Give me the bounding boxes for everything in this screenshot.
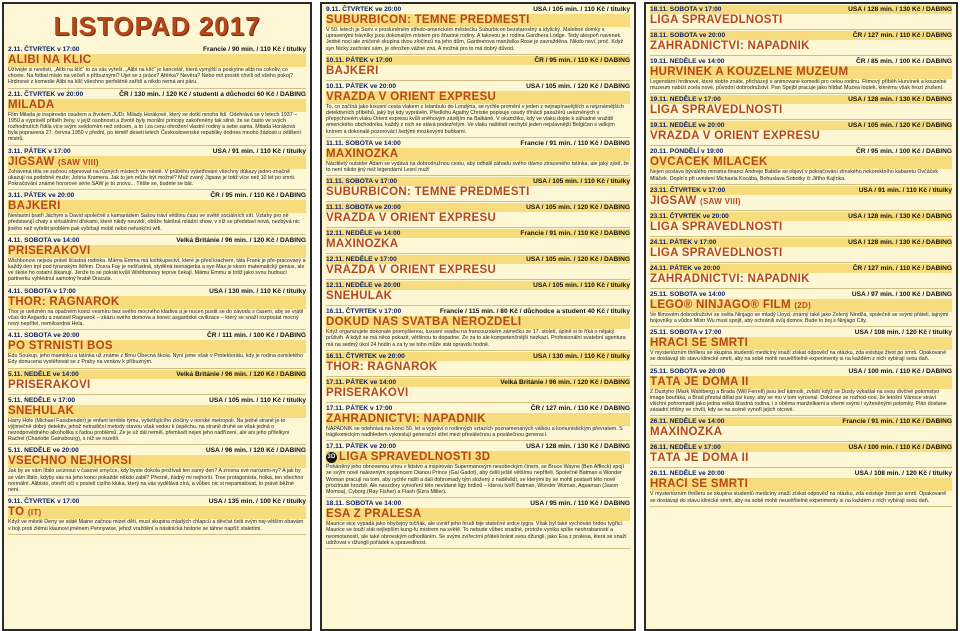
event-description: Film Milada je inspirován osudem a životem JUDr. Milady Horákové, který se dotkl mnoha lidí. Odehrává se v letech 1937 – 1950 a vyprávěl příběh ženy, v jejíž osobnosti a životě byly morální principy zakořeněny tak silně, že se často ve svých rozhodnutích řídila více svým svědomím než srdcem, a to i za cenu ohrožení vlastní rodiny a sebe sama. Milada Horáková byla popravena 27. června 1950 v přední, po téměř deseti letech Československé republiky dodnes mnoho žádosti u odlišení mistrů.: [8, 111, 301, 143]
event-date: 17.11. PÁTEK ve 20:00: [326, 443, 397, 451]
event-description: V mysteriózním thrilleru se skupina studentů medicíny snaží získat odpověď na otázku, zda existuje život po smrti. Opakovaně se dostávají do stavu klinické smrti, aby na sobě mohli neuvěřitelně experimenty si na každém z nich vybírají svou daň.: [650, 491, 947, 504]
event-meta: [326, 82, 630, 91]
event-info: USA / 108 min. / 120 Kč / titulky: [854, 470, 952, 478]
event-info: ČR / 111 min. / 100 Kč / DABING: [207, 332, 306, 340]
event-meta: [650, 238, 952, 247]
event-block: [326, 403, 630, 441]
event-title-suffix: (2D): [794, 300, 812, 310]
event-meta: [650, 5, 952, 14]
event-meta: [650, 212, 952, 221]
event-date: 18.11. SOBOTA ve 14:00: [326, 500, 402, 508]
event-date: 19.11. NEDĚLE ve 20:00: [650, 122, 725, 130]
event-title: [650, 273, 952, 286]
event-meta: [8, 236, 306, 245]
event-title-text: ALIBI NA KLÍČ: [8, 54, 92, 66]
event-title: [650, 156, 952, 169]
event-info: USA / 105 min. / 120 Kč / DABING: [848, 122, 952, 130]
event-block: [8, 395, 306, 446]
event-date: 5.11. NEDĚLE ve 20:00: [8, 447, 79, 455]
event-meta: [650, 264, 952, 273]
event-block: [326, 202, 630, 228]
event-title: [326, 91, 630, 104]
event-block: [8, 89, 306, 146]
event-title: [8, 54, 306, 67]
event-title-text: VRAŽDA V ORIENT EXPRESU: [326, 90, 497, 103]
event-info: USA / 105 min. / 120 Kč / DABING: [526, 204, 630, 212]
event-date: 3.11. PÁTEK v 17:00: [8, 147, 71, 155]
event-title-text: OVČÁČEK MILÁČEK: [650, 156, 768, 169]
event-title: [650, 130, 952, 143]
event-block: [650, 211, 952, 237]
event-description: V mysteriózním thrilleru se skupina studentů medicíny snaží získat odpověď na otázku, zda existuje život po smrti. Opakovaně se dostávají do stavu klinické smrti, aby na sobě mohli neuvěřitelně experimenty si na každém z nich vybírají svou daň.: [650, 350, 947, 363]
event-description: Když ve městě Derry ve státě Maine začnou mizet děti, musí skupina mladých chlapců a děvčat čelit svým nej-větším obavám v boji proti zlému klaunovi jménem Pennywise, jehož vraždění a násilnická historie se táhne napříč staletími.: [8, 519, 304, 532]
event-info: USA / 130 min. / 110 Kč / titulky: [533, 352, 630, 360]
event-description: Nevlastní bratři Jáchym a David společně s kamarádem Sašou tráví většinu času ve světě sociálních sítí. Vztahy pro ně představují chaty s virtuálními dívkami, které nikdy neuvidí, obtíže falešná mládní show, v níž se představí nová, nezbývá nic jiného než vyřešit problém pak vybíhají mobil nebo nefunkční wifi.: [8, 213, 300, 232]
event-info: Francie / 115 min. / 80 Kč / důchodce a student 40 Kč / titulky: [439, 308, 630, 316]
event-meta: [650, 290, 952, 299]
event-list: [326, 4, 630, 549]
event-title-text: DOKUD NÁS SVATBA NEROZDĚLÍ: [326, 316, 522, 329]
event-list: [650, 4, 952, 507]
event-title-text: THOR: RAGNAROK: [8, 295, 120, 308]
event-info: USA / 105 min. / 110 Kč / titulky: [209, 396, 306, 404]
event-date: 9.11. ČTVRTEK ve 20:00: [326, 6, 402, 13]
event-meta: [326, 499, 630, 508]
event-title-text: PŘÍŠERÁKOVI: [326, 386, 409, 399]
event-block: [650, 94, 952, 120]
event-title-suffix: (SAW VIII): [700, 196, 741, 206]
event-title-text: SNĚHULÁK: [8, 404, 75, 417]
event-title-text: PŘÍŠERÁKOVI: [8, 244, 91, 257]
event-title-text: MAXINOŽKA: [650, 426, 723, 439]
event-title: [8, 405, 306, 418]
event-meta: [326, 203, 630, 212]
event-title: [326, 212, 630, 225]
event-block: [650, 30, 952, 56]
event-meta: [326, 378, 630, 387]
event-date: 12.11. NEDĚLE ve 14:00: [326, 230, 401, 238]
event-title-text: BAJKEŘI: [8, 200, 61, 213]
event-title-text: ZAHRADNICTVÍ: NÁPADNÍK: [650, 40, 810, 52]
event-block: [650, 4, 952, 30]
event-title: [650, 478, 952, 491]
event-title: [650, 452, 952, 465]
event-title-text: LEGO® NINJAGO® FILM: [650, 298, 791, 311]
event-meta: [8, 370, 306, 379]
event-info: USA / 97 min. / 100 Kč / DABING: [851, 290, 952, 298]
event-info: ČR / 85 min. / 100 Kč / DABING: [855, 58, 952, 65]
event-title-text: PŘÍŠERÁKOVI: [8, 378, 91, 391]
event-block: [8, 330, 306, 368]
event-meta: [650, 95, 952, 104]
event-meta: [8, 331, 306, 340]
event-title: [326, 264, 630, 277]
event-block: [650, 366, 952, 417]
event-info: Francie / 91 min. / 110 Kč / DABING: [520, 230, 630, 238]
event-title-text: VRAŽDA V ORIENT EXPRESU: [650, 130, 821, 143]
event-title: [650, 337, 952, 350]
event-title-text: LIGA SPRAVEDLNOSTI: [650, 14, 783, 26]
event-block: [650, 185, 952, 211]
event-date: 26.11. NEDĚLE ve 20:00: [650, 470, 725, 478]
event-date: 17.11. PÁTEK ve 14:00: [326, 378, 397, 386]
event-block: [650, 468, 952, 506]
event-description: NÁPADNÍK se odehrává na konci 50. let a vypráví o rodinných vztazích poznamenaných válkou a komunistickým převratem. S tragikomickým nadhledem vykreslují generační střet mezi převálečnou a poválečnou generací.: [326, 425, 623, 439]
event-info: USA / 128 min. / 130 Kč / DABING: [848, 96, 952, 104]
event-date: 18.11. SOBOTA v 17:00: [650, 6, 722, 13]
event-block: [650, 289, 952, 327]
month-title: LISTOPAD 2017: [53, 11, 261, 41]
event-title-text: ZAHRADNICTVÍ: NÁPADNÍK: [650, 272, 810, 285]
event-date: 25.11. SOBOTA ve 20:00: [650, 367, 726, 375]
event-title: [8, 506, 306, 519]
event-meta: [650, 31, 952, 40]
event-meta: [326, 255, 630, 264]
event-block: [8, 496, 306, 534]
event-date: 23.11. ČTVRTEK ve 20:00: [650, 212, 729, 220]
event-info: Velká Británie / 96 min. / 120 Kč / DABING: [500, 378, 630, 386]
event-description: Jak by se vám líbilo uvíznout v časové smyčce, kdy byste dokola prožívali ten samý den? A zrovna své narozeni-ny? A jak by se vám líbilo, kdyby vás na jeho konci pokaždé někdo zabil? Přesně, žádný mi nejhorší. Tree protagonista, holka, ten všechno normální. Alibisto, otevřít oči v postelí cizího kluka, který na vás vydělává zírá, a vůbec nic si nepamatovat, to právě běžné není.: [8, 468, 304, 494]
event-info: USA / 135 min. / 100 Kč / titulky: [208, 498, 306, 506]
event-title: [650, 299, 952, 312]
event-meta: [326, 281, 630, 290]
event-description: Poháněný jeho obnovenou vírou v lidstvo a inspirován Supermanovým nesobeckým činem, se Bruce Wayne (Ben Affleck) spojí se svým nově nalezeným spojencem Dianou Prince (Gal Gadot), aby čelili ještě většímu nepříteli. Společně Batman a Wonder Woman pracují na tom, aby rychle našli a dali dohromady tým složený z naděvlidí, se kterými by se mohli postavit této nově procitnuté hrozbě. Ale navzdory vytvoření této nevídané ligy hrdinů – kterou tvoří Batman, Wonder Woman, Aquaman (Jason Momoa), Cyborg (Ray Fisher) a Flash (Ezra Miller).: [326, 464, 624, 496]
event-description: Thor je uvězněn na opačném konci vesmíru bez svého mocného kladiva a je nucen pustit se do závodu s časem, aby se vrátil včas do Asgardu a zastavil Ragnarok – zkázu svého domova a konec asgardské civilizace – který se snaží rozpoutat mocný nový nepřítel, nemilosrdná Hela.: [8, 308, 304, 328]
event-title: [650, 376, 952, 389]
event-meta: [650, 121, 952, 130]
event-meta: [8, 147, 306, 156]
event-title: [326, 413, 630, 426]
event-info: USA / 105 min. / 120 Kč / DABING: [526, 256, 630, 264]
event-title-text: VRAŽDA V ORIENT EXPRESU: [326, 212, 497, 225]
event-info: USA / 100 min. / 110 Kč / DABING: [848, 444, 952, 452]
event-title-text: SNĚHULÁK: [326, 290, 393, 303]
event-meta: [8, 396, 306, 405]
event-title: [8, 455, 306, 468]
event-title-suffix: (IT): [27, 508, 42, 518]
event-meta: [8, 45, 306, 54]
event-title-text: LIGA SPRAVEDLNOSTI: [650, 246, 783, 259]
program-column-3: [644, 2, 958, 631]
event-meta: [326, 352, 630, 361]
event-description: Nácitiletý outsider Adam se vydává na dobrodružnou cestu, aby odhalil záhadu svého dávno ztraceného tatínka, ale jaký zjistí, že to není nikdo jiný než legendární Lesní muž!: [326, 160, 629, 174]
program-column-2: [320, 2, 636, 631]
event-block: [650, 56, 952, 94]
event-block: [326, 138, 630, 176]
event-title-text: SUBURBICON: TEMNÉ PŘEDMĚSTÍ: [326, 14, 530, 26]
event-title: [8, 379, 306, 392]
event-list: [8, 44, 306, 535]
event-block: [326, 81, 630, 138]
event-date: 25.11. SOBOTA v 17:00: [650, 329, 722, 337]
event-date: 12.11. NEDĚLE v 17:00: [326, 256, 397, 264]
event-title-text: TÁTA JE DOMA II: [650, 375, 749, 388]
event-block: [8, 445, 306, 496]
event-block: [326, 441, 630, 498]
event-description: To, co začíná jako luxusní cesta vlakem z Istanbulu do Londýna, se rychle promění v jeden z nejnapínavějších a nejznámějších detektivních příběhů, jaký byl kdy vyprávěn. Předlohu Agathy Christie popisuje osudy třinácti pasažérů uvězněných v přepychovém vlaku Orient expresu kvůli sněhovým závějím na Balkáně. V okamžiku, kdy ve vlaku dojde k záhadné vraždě amerického obchodníka, každý z nich se stává podezřelým. Ve vlaku naštěstí nechybí jeden nejslavnější Belgičan s velkým knírem a dokonalé pozorovácí šedými mozkovými buňkami.: [326, 103, 624, 135]
event-info: ČR / 127 min. / 110 Kč / DABING: [530, 404, 630, 412]
event-date: 18.11. SOBOTA ve 20:00: [650, 32, 726, 39]
event-info: Velká Británie / 96 min. / 120 Kč / DABING: [176, 236, 306, 244]
event-info: ČR / 127 min. / 110 Kč / DABING: [852, 264, 952, 272]
event-info: USA / 128 min. / 130 Kč / DABING: [526, 443, 630, 451]
event-date: 4.11. SOBOTA ve 20:00: [8, 332, 80, 340]
event-info: USA / 91 min. / 110 Kč / titulky: [212, 147, 306, 155]
event-block: [8, 286, 306, 331]
event-title: [8, 99, 306, 112]
event-info: USA / 100 min. / 110 Kč / DABING: [848, 367, 952, 375]
event-meta: [8, 287, 306, 296]
event-info: USA / 91 min. / 110 Kč / titulky: [858, 186, 952, 194]
event-block: [8, 44, 306, 89]
event-title-text: ESA Z PRALESA: [326, 508, 422, 521]
event-block: [326, 254, 630, 280]
event-date: 5.11. NEDĚLE v 17:00: [8, 396, 76, 404]
event-date: 4.11. SOBOTA v 17:00: [8, 287, 76, 295]
event-block: [650, 327, 952, 365]
event-block: [326, 176, 630, 202]
event-title-text: JIGSAW: [8, 155, 55, 168]
event-info: USA / 130 min. / 110 Kč / titulky: [209, 287, 306, 295]
event-date: 9.11. ČTVRTEK v 17:00: [8, 498, 80, 506]
event-date: 5.11. NEDĚLE ve 14:00: [8, 370, 79, 378]
event-date: 20.11. PONDĚLÍ v 19:00: [650, 148, 724, 156]
event-block: [650, 237, 952, 263]
event-date: 19.11. NEDĚLE v 17:00: [650, 96, 721, 104]
event-date: 17.11. PÁTEK v 17:00: [326, 404, 393, 412]
event-description: Z Dustyho (Mark Wahlberg) a Brada (Will Ferrell) jsou teď kámoši, zvlášť když se Dusty vykašlal na svou dívčivé potomstvo image bouřáka, a Brad přestal dělat psí kusy, aby se mu v tom vyrovnal. Dokonce se rozhod-nou, že letošní Vánoce stráví všichni pohromadě jako jedna velká šťastná rodina, i s oběma manželkami a všemi svými i vyženěnými potomky. Plán dostane zásadní trhliny ve chvíli, kdy se na scéně vynoří jejich otcové.: [650, 388, 947, 414]
event-info: USA / 96 min. / 120 Kč / DABING: [205, 447, 306, 455]
event-block: [8, 146, 306, 191]
event-title-text: SUBURBICON: TEMNÉ PŘEDMĚSTÍ: [326, 186, 530, 199]
event-title: [650, 14, 952, 27]
event-title: [326, 148, 630, 161]
event-title: [326, 316, 630, 329]
event-info: USA / 128 min. / 130 Kč / DABING: [848, 238, 952, 246]
event-date: 24.11. PÁTEK ve 20:00: [650, 264, 721, 272]
event-info: Francie / 90 min. / 110 Kč / titulky: [203, 46, 306, 53]
event-description: V 50. letech je Suriv v prosluněném středo-americkém městečku Suburbicon bezstarostný a idylický. Malebné domky s upravenými trávníky jsou dokonalým místem pro šťastné rodiny. A takovou je i rodina Gardnera Lodge. Tedy alespoň navenek. Jedné noci ale zničeně skupina dvou zločinců na jeho dům, Gardnerova manželka Rose je zavražděna. Nikdo neví, proč. Když syn Nicky zachrání sám, je ohrožen vážné zná. A možná pro to má dobrý důvod.: [326, 27, 624, 52]
event-meta: [8, 497, 306, 506]
event-title-text: THOR: RAGNAROK: [326, 360, 438, 373]
event-title-text: TO: [8, 506, 25, 519]
event-meta: [326, 139, 630, 148]
event-meta: [326, 442, 630, 451]
event-title: [8, 156, 306, 169]
event-info: USA / 105 min. / 110 Kč / titulky: [533, 282, 630, 290]
event-title-text: HURVÍNEK A KOUZELNÉ MUZEUM: [650, 66, 849, 78]
event-title-text: PO STRNIŠTI BOS: [8, 340, 113, 353]
event-description: Edu Soukup, jeho maminku a tatínka už známe z filmu Obecná škola. Nyní jsme však v Protektorátu, kdy je rodina osmiletého Edy donucena vystěhovat se z Prahy na venkov k příbuzným.: [8, 353, 304, 366]
event-title: [650, 221, 952, 234]
event-info: USA / 95 min. / 110 Kč / DABING: [530, 500, 630, 508]
event-description: Užívejte si nevěstí, „Alibi na klíč“ to za vás vyřeší. „Alibi na klíč“ je kancelář, která vymýšlí a poskytne alibi na cokoliv, co chcete. Na fotbal místo na večeři s příbuznými? Ujet se z práce? Aférka? Nevěra? Nebo mít prostě chvíli od všeho pokoj? Hrdinové z komedie Alibi na klíč všechno perfektně zařídí a nikdo nemá ani páru.: [8, 67, 293, 86]
event-meta: [650, 186, 952, 195]
event-date: 24.11. PÁTEK v 17:00: [650, 238, 717, 246]
event-block: [326, 377, 630, 403]
event-block: [326, 280, 630, 306]
event-title-text: VRAŽDA V ORIENT EXPRESU: [326, 264, 497, 277]
event-date: 10.11. PÁTEK v 17:00: [326, 56, 393, 64]
event-block: [650, 263, 952, 289]
event-date: 19.11. NEDĚLE ve 14:00: [650, 58, 725, 65]
event-info: ČR / 95 min. / 110 Kč / DABING: [534, 56, 630, 64]
event-date: 10.11. PÁTEK ve 20:00: [326, 82, 397, 90]
event-meta: [326, 177, 630, 186]
event-title-text: HRÁČI SE SMRTÍ: [650, 337, 749, 350]
event-block: [8, 235, 306, 286]
format-3d-badge: 3D: [326, 452, 337, 463]
event-title: [8, 245, 306, 258]
event-block: [8, 369, 306, 395]
event-title: [326, 186, 630, 199]
event-info: USA / 105 min. / 120 Kč / DABING: [526, 82, 630, 90]
event-date: 11.11. SOBOTA ve 14:00: [326, 139, 401, 147]
event-date: 16.11. ČTVRTEK ve 20:00: [326, 352, 405, 360]
event-meta: [326, 404, 630, 413]
event-info: USA / 128 min. / 130 Kč / DABING: [848, 6, 952, 13]
event-description: Harry Hole (Michael Fassbender) je enfant terrible týmu, vyšetřujícího zločiny v norské metropoli. Na jedné straně je to výjimečně dobrý detektiv, jehož netradiční metody stavou však vedou k úspěchu, na straně druhé se však jedná o nezodpovědného alkoholika s řadou problémů. Ze je už dál neměl, přemluvit nejen jeho nadřízení, ale ani jeho přítelkyni Rachel (Charlotte Gainsbourg), s níž se rozešli.: [8, 417, 290, 443]
event-title-text: HRÁČI SE SMRTÍ: [650, 478, 749, 491]
event-meta: [326, 5, 630, 14]
event-block: [650, 120, 952, 146]
program-column-1: [2, 2, 312, 631]
event-title-text: LIGA SPRAVEDLNOSTI 3D: [339, 451, 491, 464]
event-description: Wishbonovi nejsou právě šťastná rodinka. Máma Emma má knihkupectví, které je před krachem, táta Frank je pře-pracovaný a každý den trpí pod tyranským šéfem. Dcera Fay je nešťastná, styděná teenagerka a syn Max je skoro matematický genius, ale ve škole ho ostatní šikanují. Jenže to se pokrát kvůli Wishbonovy teprve čekají. Mámu Emmu si totiž jako svou budoucí partnerku vyhlédnul samotný hrabě Dracula.: [8, 257, 306, 283]
event-info: Velká Británie / 96 min. / 120 Kč / DABING: [176, 370, 306, 378]
event-title: [650, 195, 952, 208]
event-date: 26.11. NEDĚLE ve 14:00: [650, 418, 725, 426]
event-meta: [326, 229, 630, 238]
event-date: 16.11. ČTVRTEK v 17:00: [326, 308, 402, 316]
event-date: 23.11. ČTVRTEK v 17:00: [650, 186, 726, 194]
event-date: 3.11. PÁTEK ve 20:00: [8, 192, 75, 200]
event-description: Nejen postava bývalého ministra financí Andreje Babiše se objeví v pokračování zlínského nekorektního kabaretu Ovčáček Mláček. Dopln's při uvedení Michaela Kocába, Bohuslava Sobotky či Jiřího Kajínka.: [650, 169, 938, 182]
event-title-text: MAXINOŽKA: [326, 238, 399, 251]
event-title-text: MAXINOŽKA: [326, 147, 399, 160]
event-title: [326, 361, 630, 374]
event-title: [8, 340, 306, 353]
event-description: Ve filmovém dobrodružství se světa Ninjago se mladý Lloyd, známý také jako Zelený Nindža, společně se svými přáteli, tajnými bojovníky a vůdce Mistr Wu musí spojit, aby ochránili svůj domov. Bude to boj s Ninjago City.: [650, 311, 949, 325]
event-title: [650, 104, 952, 117]
event-block: [650, 416, 952, 442]
event-title-text: BAJKEŘI: [326, 64, 379, 77]
event-info: Francie / 91 min. / 110 Kč / DABING: [842, 418, 952, 426]
event-block: [326, 306, 630, 351]
event-title-text: ZAHRADNICTVÍ: NÁPADNÍK: [326, 412, 486, 425]
event-block: [326, 351, 630, 377]
event-info: USA / 128 min. / 130 Kč / DABING: [848, 212, 952, 220]
event-meta: [650, 328, 952, 337]
event-meta: [650, 147, 952, 156]
event-title: [650, 247, 952, 260]
event-block: [650, 146, 952, 184]
event-date: 12.11. NEDĚLE ve 20:00: [326, 282, 401, 290]
event-description: Maurice sice vypadá jako obyčejný tučňák, ale uvnitř jeho hrudi bije statečné srdce tygra. Však byl také vychován hrdou tygřicí. Maurice se touží stát nejlepším kung-fu mistrem na světě. To nebude vůbec snadné, protože vynika spíše neohrabaností a neomotaností, ale také obrovským odhodláním. Se svými zvířecími přáteli bránit svou džungli, jako Esa z pralesa, která se snaží udržovat v džungli pořádek a spravedlnost.: [326, 521, 627, 546]
event-date: 2.11. ČTVRTEK v 17:00: [8, 46, 80, 53]
event-description: Legendární hrdinové, které dobře znáte, přicházejí s animované komedii pro celou rodinu. Filmový příběh Hurvínek a kouzelné muzeum nabízí zcela nové, původní dobrodružství. Pan Spejbl pracuje jako hlídač Muzea loutek, kterému však hrozí zrušení.: [650, 79, 947, 92]
event-description: Zohavená těla se začnou objevovat na různých místech ve městě. V průběhu vyšetřování všechny důkazy jedno-značně ukazují na podobně muže: Johna Kramera. Jak to jen může být možné? Muž zvaný Jigsaw je totiž více než 10 let po smrti. Pokračování známé hororové série SAW je tu znovu... Těšte se, budete se bát.: [8, 168, 296, 188]
event-title: [326, 14, 630, 27]
event-meta: [650, 57, 952, 66]
event-title: [650, 40, 952, 53]
event-description: Když organizujete dokonale promyšlenou, luxusní svatbu na francouzském zámečku ze 17. století, úplně si to říká o nějaký průšvih. A když se má něco pokazit, většinou to dopadne. Ze za to ale kompetenčnější nezkazí. Profesionální svatební agentura má na sedmý úkol 24 hodin a za ty se toho může stát opravdu hodně.: [326, 329, 626, 348]
event-meta: [326, 307, 630, 316]
event-date: 25.11. SOBOTA ve 14:00: [650, 290, 726, 298]
event-info: USA / 105 min. / 110 Kč / titulky: [533, 178, 630, 186]
event-block: [8, 190, 306, 235]
event-date: 4.11. SOBOTA ve 14:00: [8, 236, 80, 244]
event-title-suffix: (SAW VIII): [58, 157, 99, 167]
event-date: 11.11. SOBOTA ve 20:00: [326, 204, 401, 212]
event-meta: [8, 446, 306, 455]
event-title: [650, 426, 952, 439]
event-title: [326, 387, 630, 400]
event-title: [326, 65, 630, 78]
event-date: 11.11. SOBOTA v 17:00: [326, 178, 398, 186]
event-info: ČR / 130 min. / 120 Kč / studenti a důchodci 60 Kč / DABING: [119, 90, 306, 98]
event-block: [650, 442, 952, 468]
event-title-text: LIGA SPRAVEDLNOSTI: [650, 104, 783, 117]
event-title: [326, 238, 630, 251]
event-date: 26.11. NEDĚLE v 17:00: [650, 444, 721, 452]
event-meta: [8, 90, 306, 99]
event-title: [650, 66, 952, 79]
event-title: [326, 508, 630, 521]
event-title-text: JIGSAW: [650, 194, 697, 207]
event-title-text: MILADA: [8, 98, 55, 111]
event-meta: [650, 469, 952, 478]
event-block: [326, 498, 630, 549]
event-meta: [8, 191, 306, 200]
event-meta: [650, 443, 952, 452]
event-title: [8, 296, 306, 309]
event-title: [326, 290, 630, 303]
event-info: ČR / 127 min. / 110 Kč / DABING: [852, 32, 952, 39]
event-info: USA / 105 min. / 110 Kč / titulky: [533, 6, 630, 13]
event-meta: [650, 417, 952, 426]
event-info: ČR / 95 min. / 100 Kč / DABING: [855, 148, 952, 156]
event-title: [8, 200, 306, 213]
event-meta: [650, 367, 952, 376]
event-info: ČR / 95 min. / 110 Kč / DABING: [210, 192, 306, 200]
event-title-text: LIGA SPRAVEDLNOSTI: [650, 220, 783, 233]
event-info: USA / 108 min. / 120 Kč / titulky: [854, 329, 952, 337]
event-meta: [326, 56, 630, 65]
event-info: Francie / 91 min. / 110 Kč / DABING: [520, 139, 630, 147]
event-block: [326, 4, 630, 55]
event-block: [326, 55, 630, 81]
event-block: [326, 228, 630, 254]
event-title: [326, 451, 630, 464]
event-title-text: TÁTA JE DOMA II: [650, 452, 749, 465]
event-title-text: VŠECHNO NEJHORŠÍ: [8, 455, 132, 468]
event-date: 2.11. ČTVRTEK ve 20:00: [8, 90, 84, 98]
